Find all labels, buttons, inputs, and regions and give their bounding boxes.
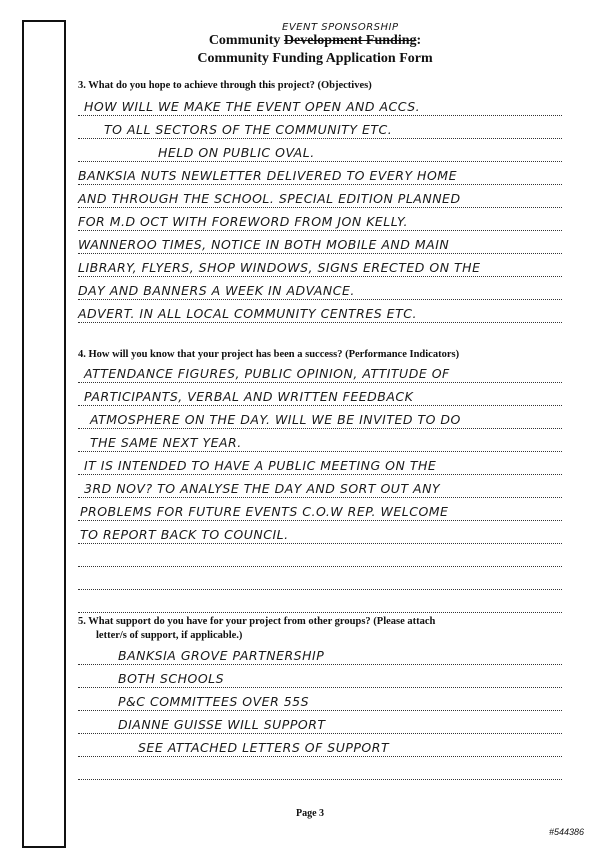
q3-answer-text: DAY AND BANNERS A WEEK IN ADVANCE. bbox=[78, 283, 355, 298]
q5-answer-line[interactable] bbox=[78, 757, 562, 780]
q4-answer-line[interactable] bbox=[78, 383, 562, 406]
q5-answer-line[interactable] bbox=[78, 734, 562, 757]
q5-answer-line[interactable] bbox=[78, 665, 562, 688]
q4-answer-text: TO REPORT BACK TO COUNCIL. bbox=[80, 527, 289, 542]
q3-answer-text: FOR M.D OCT WITH FOREWORD FROM JON KELLY. bbox=[78, 214, 409, 229]
q4-answer-text: ATTENDANCE FIGURES, PUBLIC OPINION, ATTITUDE OF bbox=[84, 366, 450, 381]
q3-answer-text: HOW WILL WE MAKE THE EVENT OPEN AND ACCS. bbox=[84, 99, 421, 114]
q3-answer-text: BANKSIA NUTS NEWLETTER DELIVERED TO EVERY HOME bbox=[78, 168, 457, 183]
q4-answer-line[interactable] bbox=[78, 429, 562, 452]
q4-answer-line[interactable] bbox=[78, 544, 562, 567]
q5-answer-text: DIANNE GUISSE WILL SUPPORT bbox=[118, 717, 326, 732]
q3-answer-line[interactable] bbox=[78, 185, 562, 208]
q3-answer-line[interactable] bbox=[78, 116, 562, 139]
q4-answer-line[interactable] bbox=[78, 521, 562, 544]
handwritten-title-insert: EVENT SPONSORSHIP bbox=[282, 22, 399, 33]
question-4: 4. How will you know that your project has been a success? (Performance Indicators) bbox=[78, 349, 460, 360]
q3-answer-text: WANNEROO TIMES, NOTICE IN BOTH MOBILE AND MAIN bbox=[78, 237, 450, 252]
q5-answer-text: BANKSIA GROVE PARTNERSHIP bbox=[118, 648, 325, 663]
q3-answer-text: TO ALL SECTORS OF THE COMMUNITY ETC. bbox=[104, 122, 393, 137]
title-suffix: : bbox=[416, 33, 422, 48]
q3-answer-line[interactable] bbox=[78, 254, 562, 277]
form-title-line1 bbox=[80, 33, 550, 49]
q4-answer-text: IT IS INTENDED TO HAVE A PUBLIC MEETING ON THE bbox=[84, 458, 437, 473]
q4-answer-line[interactable] bbox=[78, 452, 562, 475]
title-struck-text: Development Funding bbox=[283, 33, 417, 48]
q4-answer-text: ATMOSPHERE ON THE DAY. WILL WE BE INVITED TO DO bbox=[90, 412, 461, 427]
q3-answer-line[interactable] bbox=[78, 277, 562, 300]
q5-answer-text: P&C COMMITTEES OVER 55S bbox=[118, 694, 310, 709]
q4-answer-text: PROBLEMS FOR FUTURE EVENTS C.O.W REP. WELCOME bbox=[80, 504, 449, 519]
title-prefix: Community bbox=[208, 33, 281, 48]
question-5: 5. What support do you have for your project from other groups? (Please attach bbox=[78, 616, 436, 627]
q4-answer-line[interactable] bbox=[78, 475, 562, 498]
q5-answer-text: SEE ATTACHED LETTERS OF SUPPORT bbox=[138, 740, 390, 755]
page-number: Page 3 bbox=[295, 808, 325, 819]
q5-answer-line[interactable] bbox=[78, 642, 562, 665]
document-reference: #544386 bbox=[548, 827, 584, 837]
q4-answer-text: THE SAME NEXT YEAR. bbox=[90, 435, 242, 450]
q3-answer-line[interactable] bbox=[78, 139, 562, 162]
q3-answer-line[interactable] bbox=[78, 208, 562, 231]
q5-answer-line[interactable] bbox=[78, 688, 562, 711]
sidebar-banner bbox=[22, 20, 66, 848]
question-5-cont: letter/s of support, if applicable.) bbox=[96, 630, 243, 641]
q3-answer-text: ADVERT. IN ALL LOCAL COMMUNITY CENTRES ETC. bbox=[78, 306, 417, 321]
sidebar-label-wrap bbox=[26, 436, 66, 466]
q4-answer-line[interactable] bbox=[78, 590, 562, 613]
q5-answer-text: BOTH SCHOOLS bbox=[118, 671, 225, 686]
q4-answer-line[interactable] bbox=[78, 567, 562, 590]
form-title-line2: Community Funding Application Form bbox=[197, 51, 433, 66]
q4-answer-text: PARTICIPANTS, VERBAL AND WRITTEN FEEDBACK bbox=[84, 389, 414, 404]
q4-answer-text: 3RD NOV? TO ANALYSE THE DAY AND SORT OUT ANY bbox=[84, 481, 441, 496]
q4-answer-line[interactable] bbox=[78, 406, 562, 429]
q3-answer-text: HELD ON PUBLIC OVAL. bbox=[158, 145, 315, 160]
q5-answer-line[interactable] bbox=[78, 711, 562, 734]
q3-answer-text: LIBRARY, FLYERS, SHOP WINDOWS, SIGNS ERECTED ON THE bbox=[78, 260, 481, 275]
q4-answer-line[interactable] bbox=[78, 360, 562, 383]
q4-answer-line[interactable] bbox=[78, 498, 562, 521]
q3-answer-line[interactable] bbox=[78, 300, 562, 323]
q3-answer-line[interactable] bbox=[78, 93, 562, 116]
q3-answer-line[interactable] bbox=[78, 162, 562, 185]
q3-answer-line[interactable] bbox=[78, 231, 562, 254]
question-3: 3. What do you hope to achieve through this project? (Objectives) bbox=[78, 80, 372, 91]
q3-answer-text: AND THROUGH THE SCHOOL. SPECIAL EDITION PLANNED bbox=[78, 191, 461, 206]
